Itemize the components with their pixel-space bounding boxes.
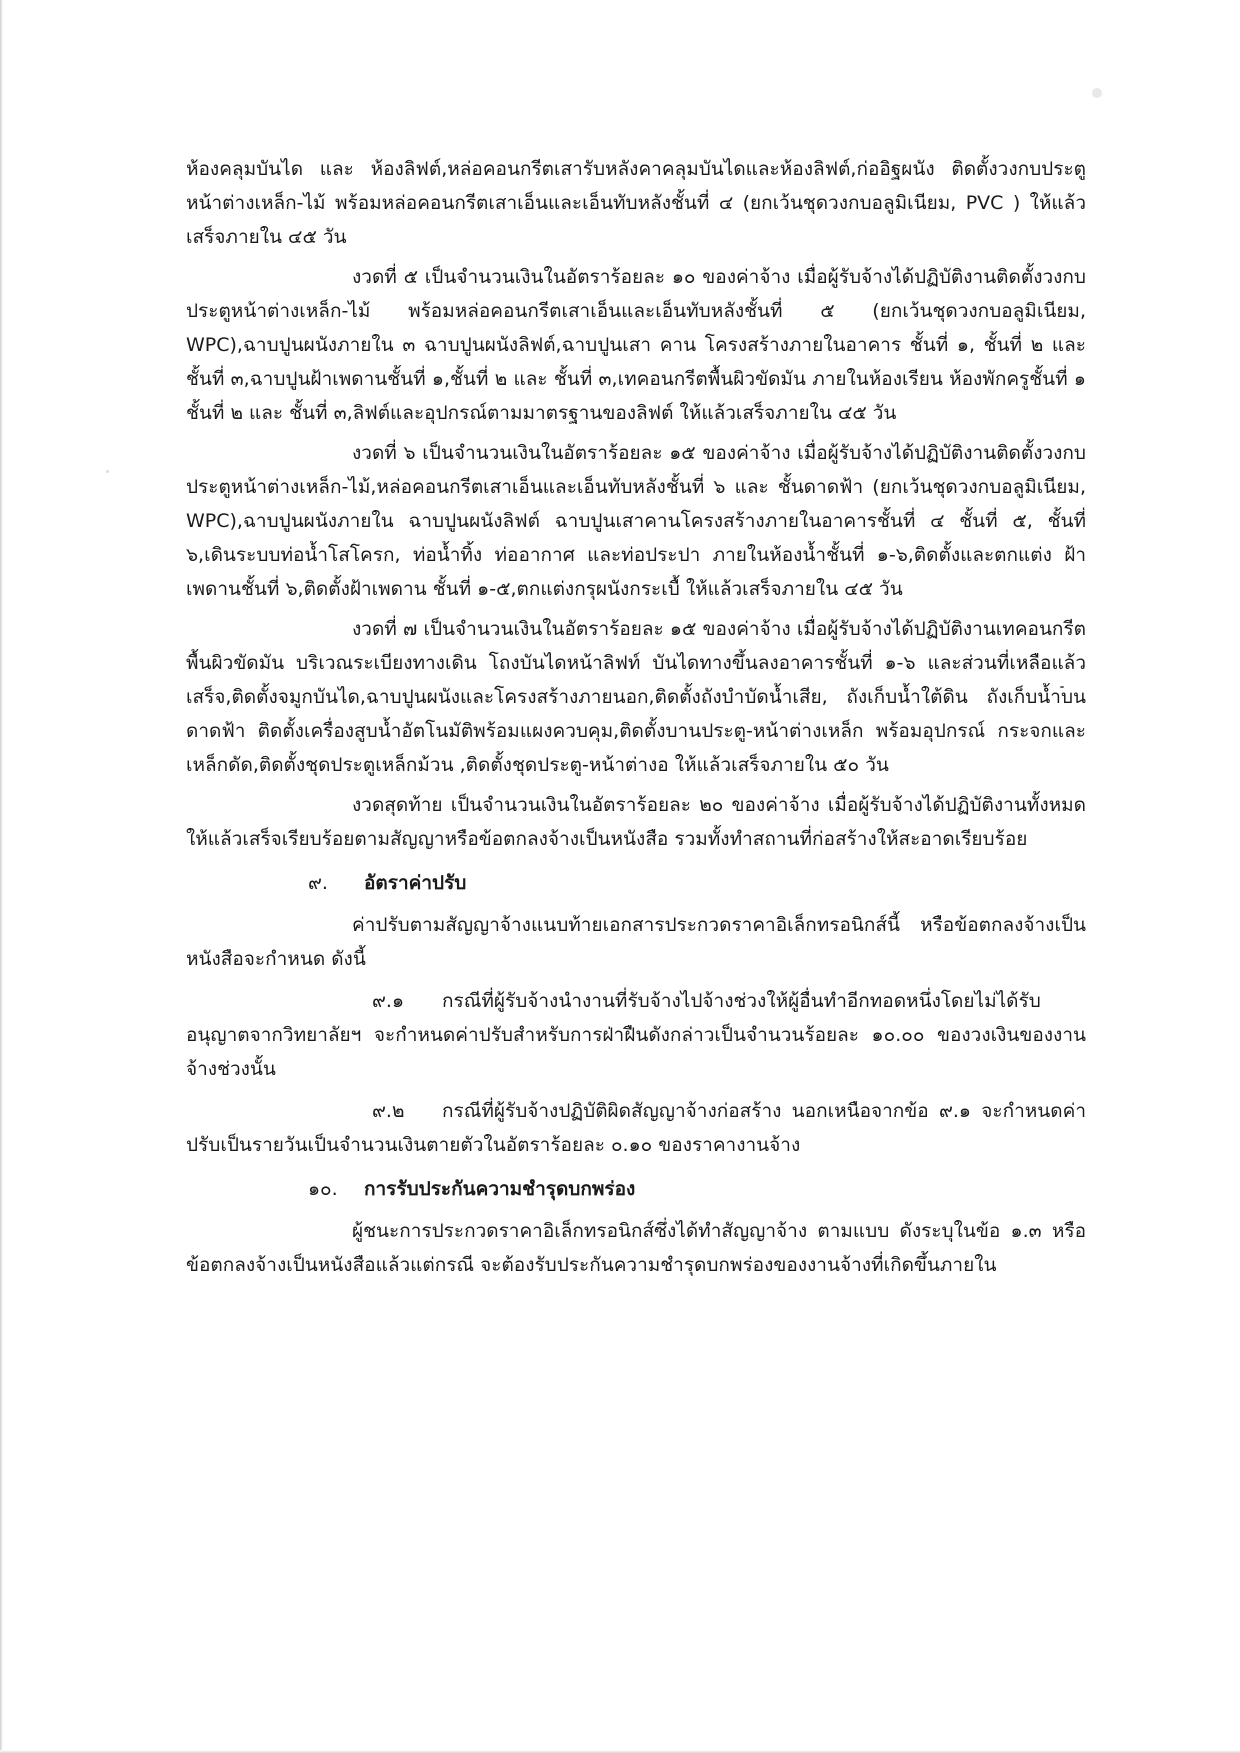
clause-9-1 (186, 984, 1086, 1086)
scan-speck (106, 470, 109, 473)
section-number: ๑๐. (308, 1178, 338, 1200)
section-10-paragraph: ผู้ชนะการประกวดราคาอิเล็กทรอนิกส์ซึ่งได้ทำสัญญาจ้าง ตามแบบ ดังระบุในข้อ ๑.๓ หรือข้อตกลงจ้างเป็นหนังสือแล้วแต่กรณี จะต้องรับประกันความชำรุดบกพร่องของงานจ้างที่เกิดขึ้นภายใน (186, 1220, 1086, 1276)
section-9-intro: ค่าปรับตามสัญญาจ้างแนบท้ายเอกสารประกวดราคาอิเล็กทรอนิกส์นี้ หรือข้อตกลงจ้างเป็นหนังสือจะกำหนด ดังนี้ (186, 914, 1086, 970)
scan-edge (0, 0, 3, 1753)
final-installment-paragraph: งวดสุดท้าย เป็นจำนวนเงินในอัตราร้อยละ ๒๐ ของค่าจ้าง เมื่อผู้รับจ้างได้ปฏิบัติงานทั้งหมดให้แล้วเสร็จเรียบร้อยตามสัญญาหรือข้อตกลงจ้างเป็นหนังสือ รวมทั้งทำสถานที่ก่อสร้างให้สะอาดเรียบร้อย (186, 794, 1086, 850)
installment-6-paragraph: งวดที่ ๖ เป็นจำนวนเงินในอัตราร้อยละ ๑๕ ของค่าจ้าง เมื่อผู้รับจ้างได้ปฏิบัติงานติดตั้งวงกบประตูหน้าต่างเหล็ก-ไม้,หล่อคอนกรีตเสาเอ็นและเอ็นทับหลังชั้นที่ ๖ และ ชั้นดาดฟ้า (ยกเว้นชุดวงกบอลูมิเนียม, WPC),ฉาบปูนผนังภายใน ฉาบปูนผนังลิฟต์ ฉาบปูนเสาคานโครงสร้างภายในอาคารชั้นที่ ๔ ชั้นที่ ๕, ชั้นที่ ๖,เดินระบบท่อน้ำโสโครก, ท่อน้ำทิ้ง ท่ออากาศ และท่อประปา ภายในห้องน้ำชั้นที่ ๑-๖,ติดตั้งและตกแต่ง ฝ้าเพดานชั้นที่ ๖,ติดตั้งฝ้าเพดาน ชั้นที่ ๑-๕,ตกแต่งกรุผนังกระเบื้ ให้แล้วเสร็จภายใน ๔๕ วัน (186, 442, 1086, 600)
document-body (186, 152, 1086, 1288)
scan-speck (1092, 88, 1102, 98)
continuation-paragraph: ห้องคลุมบันได และ ห้องลิฟต์,หล่อคอนกรีตเสารับหลังคาคลุมบันไดและห้องลิฟต์,ก่ออิฐผนัง ติดตั้งวงกบประตูหน้าต่างเหล็ก-ไม้ พร้อมหล่อคอนกรีตเสาเอ็นและเอ็นทับหลังชั้นที่ ๔ (ยกเว้นชุดวงกบอลูมิเนียม, PVC ) ให้แล้วเสร็จภายใน ๔๕ วัน (186, 158, 1086, 248)
clause-number: ๙.๑ (372, 990, 405, 1012)
section-title: อัตราค่าปรับ (364, 872, 467, 894)
clause-text: กรณีที่ผู้รับจ้างปฏิบัติผิดสัญญาจ้างก่อสร้าง นอกเหนือจากข้อ ๙.๑ จะกำหนดค่าปรับเป็นรายวันเป็นจำนวนเงินตายตัวในอัตราร้อยละ ๐.๑๐ ของราคางานจ้าง (186, 1100, 1086, 1156)
section-9-heading (186, 866, 1086, 900)
section-number: ๙. (308, 872, 328, 894)
section-title: การรับประกันความชำรุดบกพร่อง (364, 1178, 636, 1200)
installment-5-paragraph: งวดที่ ๕ เป็นจำนวนเงินในอัตราร้อยละ ๑๐ ของค่าจ้าง เมื่อผู้รับจ้างได้ปฏิบัติงานติดตั้งวงกบประตูหน้าต่างเหล็ก-ไม้ พร้อมหล่อคอนกรีตเสาเอ็นและเอ็นทับหลังชั้นที่ ๕ (ยกเว้นชุดวงกบอลูมิเนียม, WPC),ฉาบปูนผนังภายใน ๓ ฉาบปูนผนังลิฟต์,ฉาบปูนเสา คาน โครงสร้างภายในอาคาร ชั้นที่ ๑, ชั้นที่ ๒ และ ชั้นที่ ๓,ฉาบปูนฝ้าเพดานชั้นที่ ๑,ชั้นที่ ๒ และ ชั้นที่ ๓,เทคอนกรีตพื้นผิวขัดมัน ภายในห้องเรียน ห้องพักครูชั้นที่ ๑ ชั้นที่ ๒ และ ชั้นที่ ๓,ลิฟต์และอุปกรณ์ตามมาตรฐานของลิฟต์ ให้แล้วเสร็จภายใน ๔๕ วัน (186, 266, 1086, 424)
clause-text: กรณีที่ผู้รับจ้างนำงานที่รับจ้างไปจ้างช่วงให้ผู้อื่นทำอีกทอดหนึ่งโดยไม่ได้รับอนุญาตจากวิทยาลัยฯ จะกำหนดค่าปรับสำหรับการฝ่าฝืนดังกล่าวเป็นจำนวนร้อยละ ๑๐.๐๐ ของวงเงินของงานจ้างช่วงนั้น (186, 990, 1086, 1080)
clause-number: ๙.๒ (372, 1100, 405, 1122)
clause-9-2 (186, 1094, 1086, 1162)
installment-7-paragraph: งวดที่ ๗ เป็นจำนวนเงินในอัตราร้อยละ ๑๕ ของค่าจ้าง เมื่อผู้รับจ้างได้ปฏิบัติงานเทคอนกรีตพื้นผิวขัดมัน บริเวณระเบียงทางเดิน โถงบันไดหน้าลิฟท์ บันไดทางขึ้นลงอาคารชั้นที่ ๑-๖ และส่วนที่เหลือแล้วเสร็จ,ติดตั้งจมูกบันได,ฉาบปูนผนังและโครงสร้างภายนอก,ติดตั้งถังบำบัดน้ำเสีย, ถังเก็บน้ำใต้ดิน ถังเก็บน้ำบนดาดฟ้า ติดตั้งเครื่องสูบน้ำอัตโนมัติพร้อมแผงควบคุม,ติดตั้งบานประตู-หน้าต่างเหล็ก พร้อมอุปกรณ์ กระจกและเหล็กดัด,ติดตั้งชุดประตูเหล็กม้วน ,ติดตั้งชุดประตู-หน้าต่างอ ให้แล้วเสร็จภายใน ๕๐ วัน (186, 618, 1086, 776)
section-10-heading (186, 1172, 1086, 1206)
